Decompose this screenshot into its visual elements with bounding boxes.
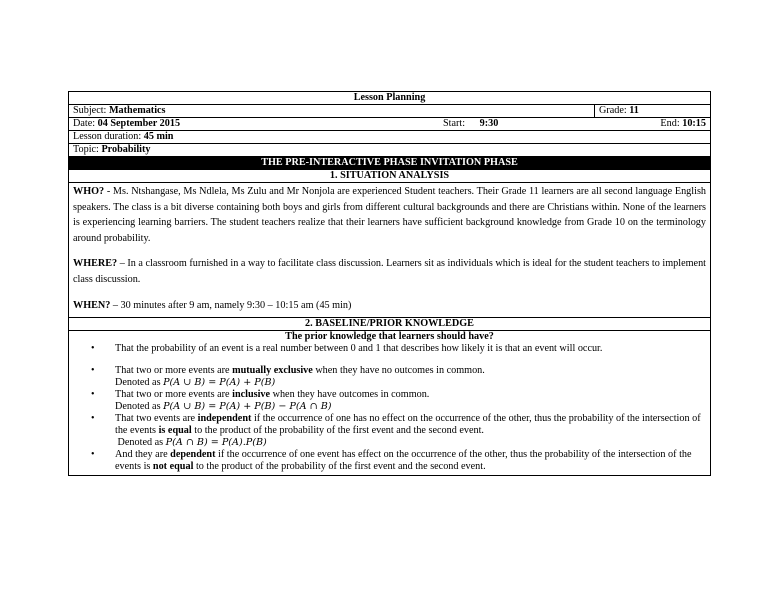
bullet-emphasis: dependent [170, 449, 216, 461]
subject-label: Subject: [73, 105, 107, 116]
end-label: End: [660, 118, 680, 129]
bullet-emphasis: not equal [152, 461, 194, 473]
start-label: Start: [443, 118, 466, 129]
subject-value: Mathematics [108, 105, 166, 116]
bullet-text: That two or more events are [115, 365, 233, 377]
formula-label: Denoted as [117, 437, 166, 449]
list-item [73, 389, 706, 413]
document-title: Lesson Planning [69, 92, 711, 105]
bullet-text: to the product of the probability of the first event and the second event. [191, 425, 484, 437]
topic-label: Topic: [73, 144, 99, 155]
topic-value: Probability [101, 144, 151, 155]
prior-knowledge [69, 331, 711, 476]
topic-row [69, 144, 711, 157]
bullet-emphasis: mutually exclusive [232, 365, 313, 377]
phase-banner: THE PRE-INTERACTIVE PHASE INVITATION PHASE [69, 157, 711, 170]
lesson-plan-document [68, 91, 710, 476]
bullet-emphasis: inclusive [232, 389, 271, 401]
duration-label: Lesson duration: [73, 131, 142, 142]
bullet-text: if the occurrence of one event has effect on the occurrence of the other, thus the probability of the intersection of the events is [115, 449, 692, 473]
start-value: 9:30 [479, 118, 499, 129]
grade-cell [595, 105, 711, 118]
situation-analysis [69, 183, 711, 318]
date-value: 04 September 2015 [97, 118, 181, 129]
bullet-text: That two or more events are [115, 389, 233, 401]
when-label: WHEN? [73, 299, 111, 311]
end-value: 10:15 [682, 118, 706, 129]
formula-label: Denoted as [115, 401, 164, 413]
duration-row [69, 131, 711, 144]
who-paragraph [73, 184, 706, 246]
bullet-text: if the occurrence of one has no effect on the occurrence of the other, thus the probability of the intersection of the events [115, 413, 701, 437]
list-item [73, 449, 706, 473]
bullet-text: And they are [115, 449, 171, 461]
subject-cell [69, 105, 595, 118]
when-paragraph [73, 298, 706, 314]
section1-heading: 1. SITUATION ANALYSIS [69, 170, 711, 183]
when-text: – 30 minutes after 9 am, namely 9:30 – 10:15 am (45 min) [110, 299, 352, 311]
section2-heading: 2. BASELINE/PRIOR KNOWLEDGE [69, 318, 711, 331]
where-paragraph [73, 256, 706, 287]
formula: P(A ∪ B) = P(A) + P(B) [163, 377, 276, 389]
bullet-text: when they have no outcomes in common. [312, 365, 485, 377]
prior-knowledge-list [73, 343, 706, 473]
bullet-text: That two events are [115, 413, 198, 425]
formula-label: Denoted as [115, 377, 164, 389]
bullet-text: That the probability of an event is a real number between 0 and 1 that describes how likely it is that an event will occur. [115, 343, 603, 355]
grade-value: 11 [629, 105, 639, 116]
where-label: WHERE? [73, 258, 118, 270]
date-label: Date: [73, 118, 96, 129]
list-item [73, 343, 706, 355]
list-item [73, 413, 706, 449]
who-text: - Ms. Ntshangase, Ms Ndlela, Ms Zulu and Mr Nonjola are experienced Student teachers. Their Grade 11 learners are all second language English speakers. The class is a bit diverse containing both boys and girls from different cultural backgrounds and there are Christians within. None of the learners is experiencing learning barriers. The student teachers realize that their learners have sufficient background knowledge from Grade 10 on the terminology around probability. [73, 186, 706, 244]
duration-value: 45 min [143, 131, 174, 142]
bullet-emphasis: independent [197, 413, 252, 425]
who-label: WHO? [73, 186, 105, 197]
list-item [73, 365, 706, 389]
prior-knowledge-subheading: The prior knowledge that learners should have? [285, 331, 494, 343]
grade-label: Grade: [599, 105, 627, 116]
bullet-emphasis: is equal [158, 425, 192, 437]
bullet-text: when they have outcomes in common. [270, 389, 430, 401]
date-row [69, 118, 711, 131]
where-text: – In a classroom furnished in a way to facilitate class discussion. Learners sit as individuals which is ideal for the student teachers to implement class discussion. [73, 258, 706, 285]
formula: P(A ∩ B) = P(A).P(B) [165, 437, 267, 449]
lesson-plan-table [68, 91, 711, 476]
formula: P(A ∪ B) = P(A) + P(B) − P(A ∩ B) [163, 401, 332, 413]
bullet-text: to the product of the probability of the first event and the second event. [193, 461, 486, 473]
